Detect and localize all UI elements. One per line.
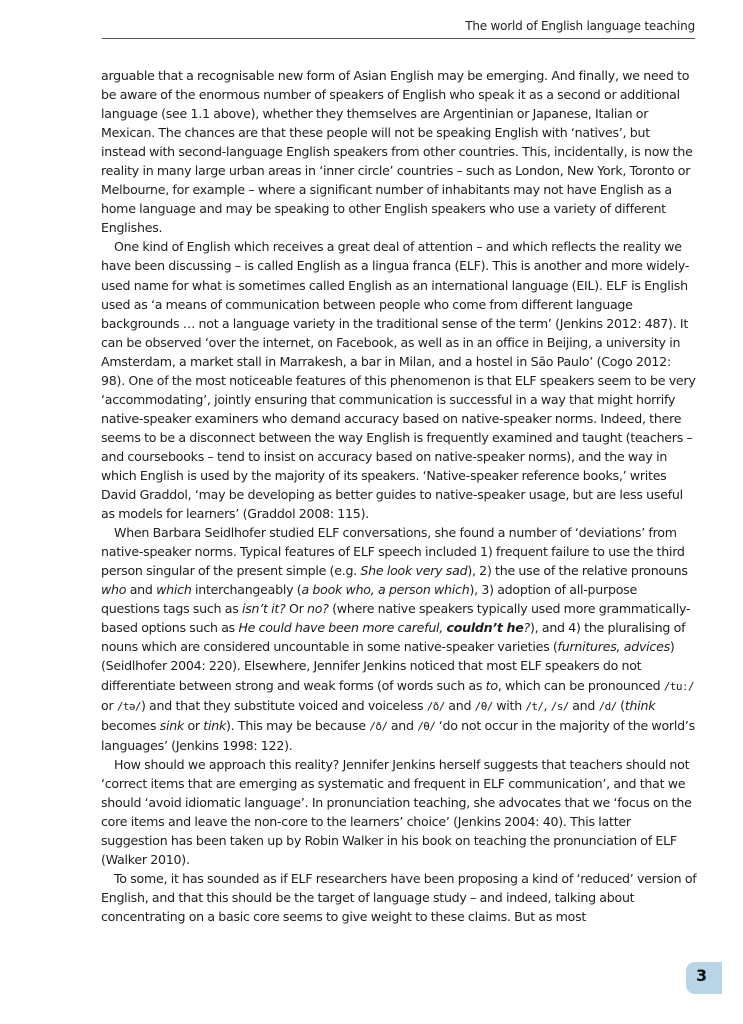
bold-italic-text: couldn’t he <box>446 620 524 636</box>
running-head: The world of English language teaching <box>465 19 695 33</box>
phonetic-symbol: /ð/ <box>426 699 445 713</box>
italic-text: no? <box>307 601 329 617</box>
text-run: interchangeably ( <box>191 582 302 598</box>
phonetic-symbol: /θ/ <box>417 719 436 733</box>
phonetic-symbol: /s/ <box>550 699 569 713</box>
text-run: or <box>101 697 117 713</box>
italic-text: sink <box>159 717 184 733</box>
text-run: ), 3) adoption of all-purpose questions tags such as <box>101 582 637 617</box>
text-run: with <box>492 697 526 713</box>
text-run: ), and 4) the pluralising of nouns which are considered uncountable in some native-speaker varieties ( <box>101 620 686 655</box>
italic-text: He could have been more careful, <box>238 620 447 636</box>
italic-text: which <box>156 582 192 598</box>
text-run: , which can be pronounced <box>497 677 664 693</box>
text-run: (where native speakers typically used more grammatically-based options such as <box>101 601 691 636</box>
italic-text: who <box>101 582 127 598</box>
page-number: 3 <box>696 966 708 985</box>
italic-text: ? <box>523 620 530 636</box>
text-run: and <box>387 717 418 733</box>
text-run: When Barbara Seidlhofer studied ELF conversations, she found a number of ‘deviations’ from native-speaker norms. Typical features of ELF speech included 1) frequent failure to use the third person singular of the present simple (e.g. <box>101 525 685 579</box>
text-run: ‘do not occur in the majority of the world’s languages’ (Jenkins 1998: 122). <box>101 717 695 753</box>
paragraph <box>101 66 697 237</box>
text-run: ). This may be because <box>226 717 370 733</box>
italic-text: to <box>485 677 498 693</box>
text-run: arguable that a recognisable new form of Asian English may be emerging. And finally, we need to be aware of the enormous number of speakers of English who speak it as a second or additional language (see 1.1 above), whether they themselves are Argentinian or Japanese, Italian or Mexican. The chances are that these people will not be speaking English with ‘natives’, but instead with second-language English speakers from other countries. This, incidentally, is now the reality in many large urban areas in ‘inner circle’ countries – such as London, New York, Toronto or Melbourne, for example – where a significant number of inhabitants may not have English as a home language and may be speaking to other English speakers who use a variety of different Englishes. <box>101 68 693 236</box>
phonetic-symbol: /tə/ <box>116 699 141 713</box>
header-rule <box>102 38 695 39</box>
text-run: and <box>126 582 157 598</box>
phonetic-symbol: /θ/ <box>474 699 493 713</box>
text-run: To some, it has sounded as if ELF researchers have been proposing a kind of ‘reduced’ version of English, and that this should be the target of language study – and indeed, talking about concentrating on a basic core seems to give weight to these claims. But as most <box>101 870 697 925</box>
text-run: or <box>184 717 204 733</box>
body-text <box>101 66 697 926</box>
italic-text: tink <box>203 717 227 733</box>
phonetic-symbol: /ð/ <box>369 719 388 733</box>
italic-text: a book who, a person which <box>301 582 470 598</box>
text-run: One kind of English which receives a great deal of attention – and which reflects the reality we have been discussing – is called English as a lingua franca (ELF). This is another and more widely-used name for what is sometimes called English as an international language (EIL). ELF is English used as ‘a means of communication between people who come from different language backgrounds … not a language variety in the traditional sense of the term’ (Jenkins 2012: 487). It can be observed ‘over the internet, on Facebook, as well as in an office in Beijing, a university in Amsterdam, a market stall in Marrakesh, a bar in Milan, and a hostel in São Paulo’ (Cogo 2012: 98). One of the most noticeable features of this phenomenon is that ELF speakers seem to be very ‘accommodating’, jointly ensuring that communication is successful in a way that might horrify native-speaker examiners who demand accuracy based on native-speaker norms. Indeed, there seems to be a disconnect between the way English is frequently examined and taught (teachers – and coursebooks – tend to insist on accuracy based on native-speaker norms), and the way in which English is used by the majority of its speakers. ‘Native-speaker reference books,’ writes David Graddol, ‘may be developing as better guides to native-speaker usage, but are less useful as models for learners’ (Graddol 2008: 115). <box>101 239 696 522</box>
italic-text: She look very sad <box>360 563 468 579</box>
paragraph <box>101 523 697 755</box>
paragraph <box>101 869 697 926</box>
paragraph <box>101 237 697 523</box>
text-run: , <box>543 697 551 713</box>
text-run: ) and that they substitute voiced and voiceless <box>140 697 427 713</box>
text-run: ( <box>616 697 625 713</box>
italic-text: isn’t it? <box>241 601 286 617</box>
text-run: How should we approach this reality? Jennifer Jenkins herself suggests that teachers should not ‘correct items that are emerging as systematic and frequent in ELF communication’, and that we should ‘avoid idiomatic language’. In pronunciation teaching, she advocates that we ‘focus on the core items and leave the non-core to the learners’ choice’ (Jenkins 2004: 40). This latter suggestion has been taken up by Robin Walker in his book on teaching the pronunciation of ELF (Walker 2010). <box>101 756 692 867</box>
text-run: and <box>568 697 599 713</box>
italic-text: think <box>624 697 656 713</box>
text-run: ) (Seidlhofer 2004: 220). Elsewhere, Jennifer Jenkins noticed that most ELF speakers do not differentiate between strong and weak forms (of words such as <box>101 639 675 693</box>
paragraph <box>101 755 697 869</box>
phonetic-symbol: /tuː/ <box>663 679 694 693</box>
text-run: and <box>444 697 475 713</box>
text-run: ), 2) the use of the relative pronouns <box>467 563 688 579</box>
text-run: Or <box>285 601 308 617</box>
phonetic-symbol: /t/ <box>525 699 544 713</box>
text-run: becomes <box>101 717 160 733</box>
italic-text: furnitures, advices <box>557 639 670 655</box>
phonetic-symbol: /d/ <box>598 699 617 713</box>
